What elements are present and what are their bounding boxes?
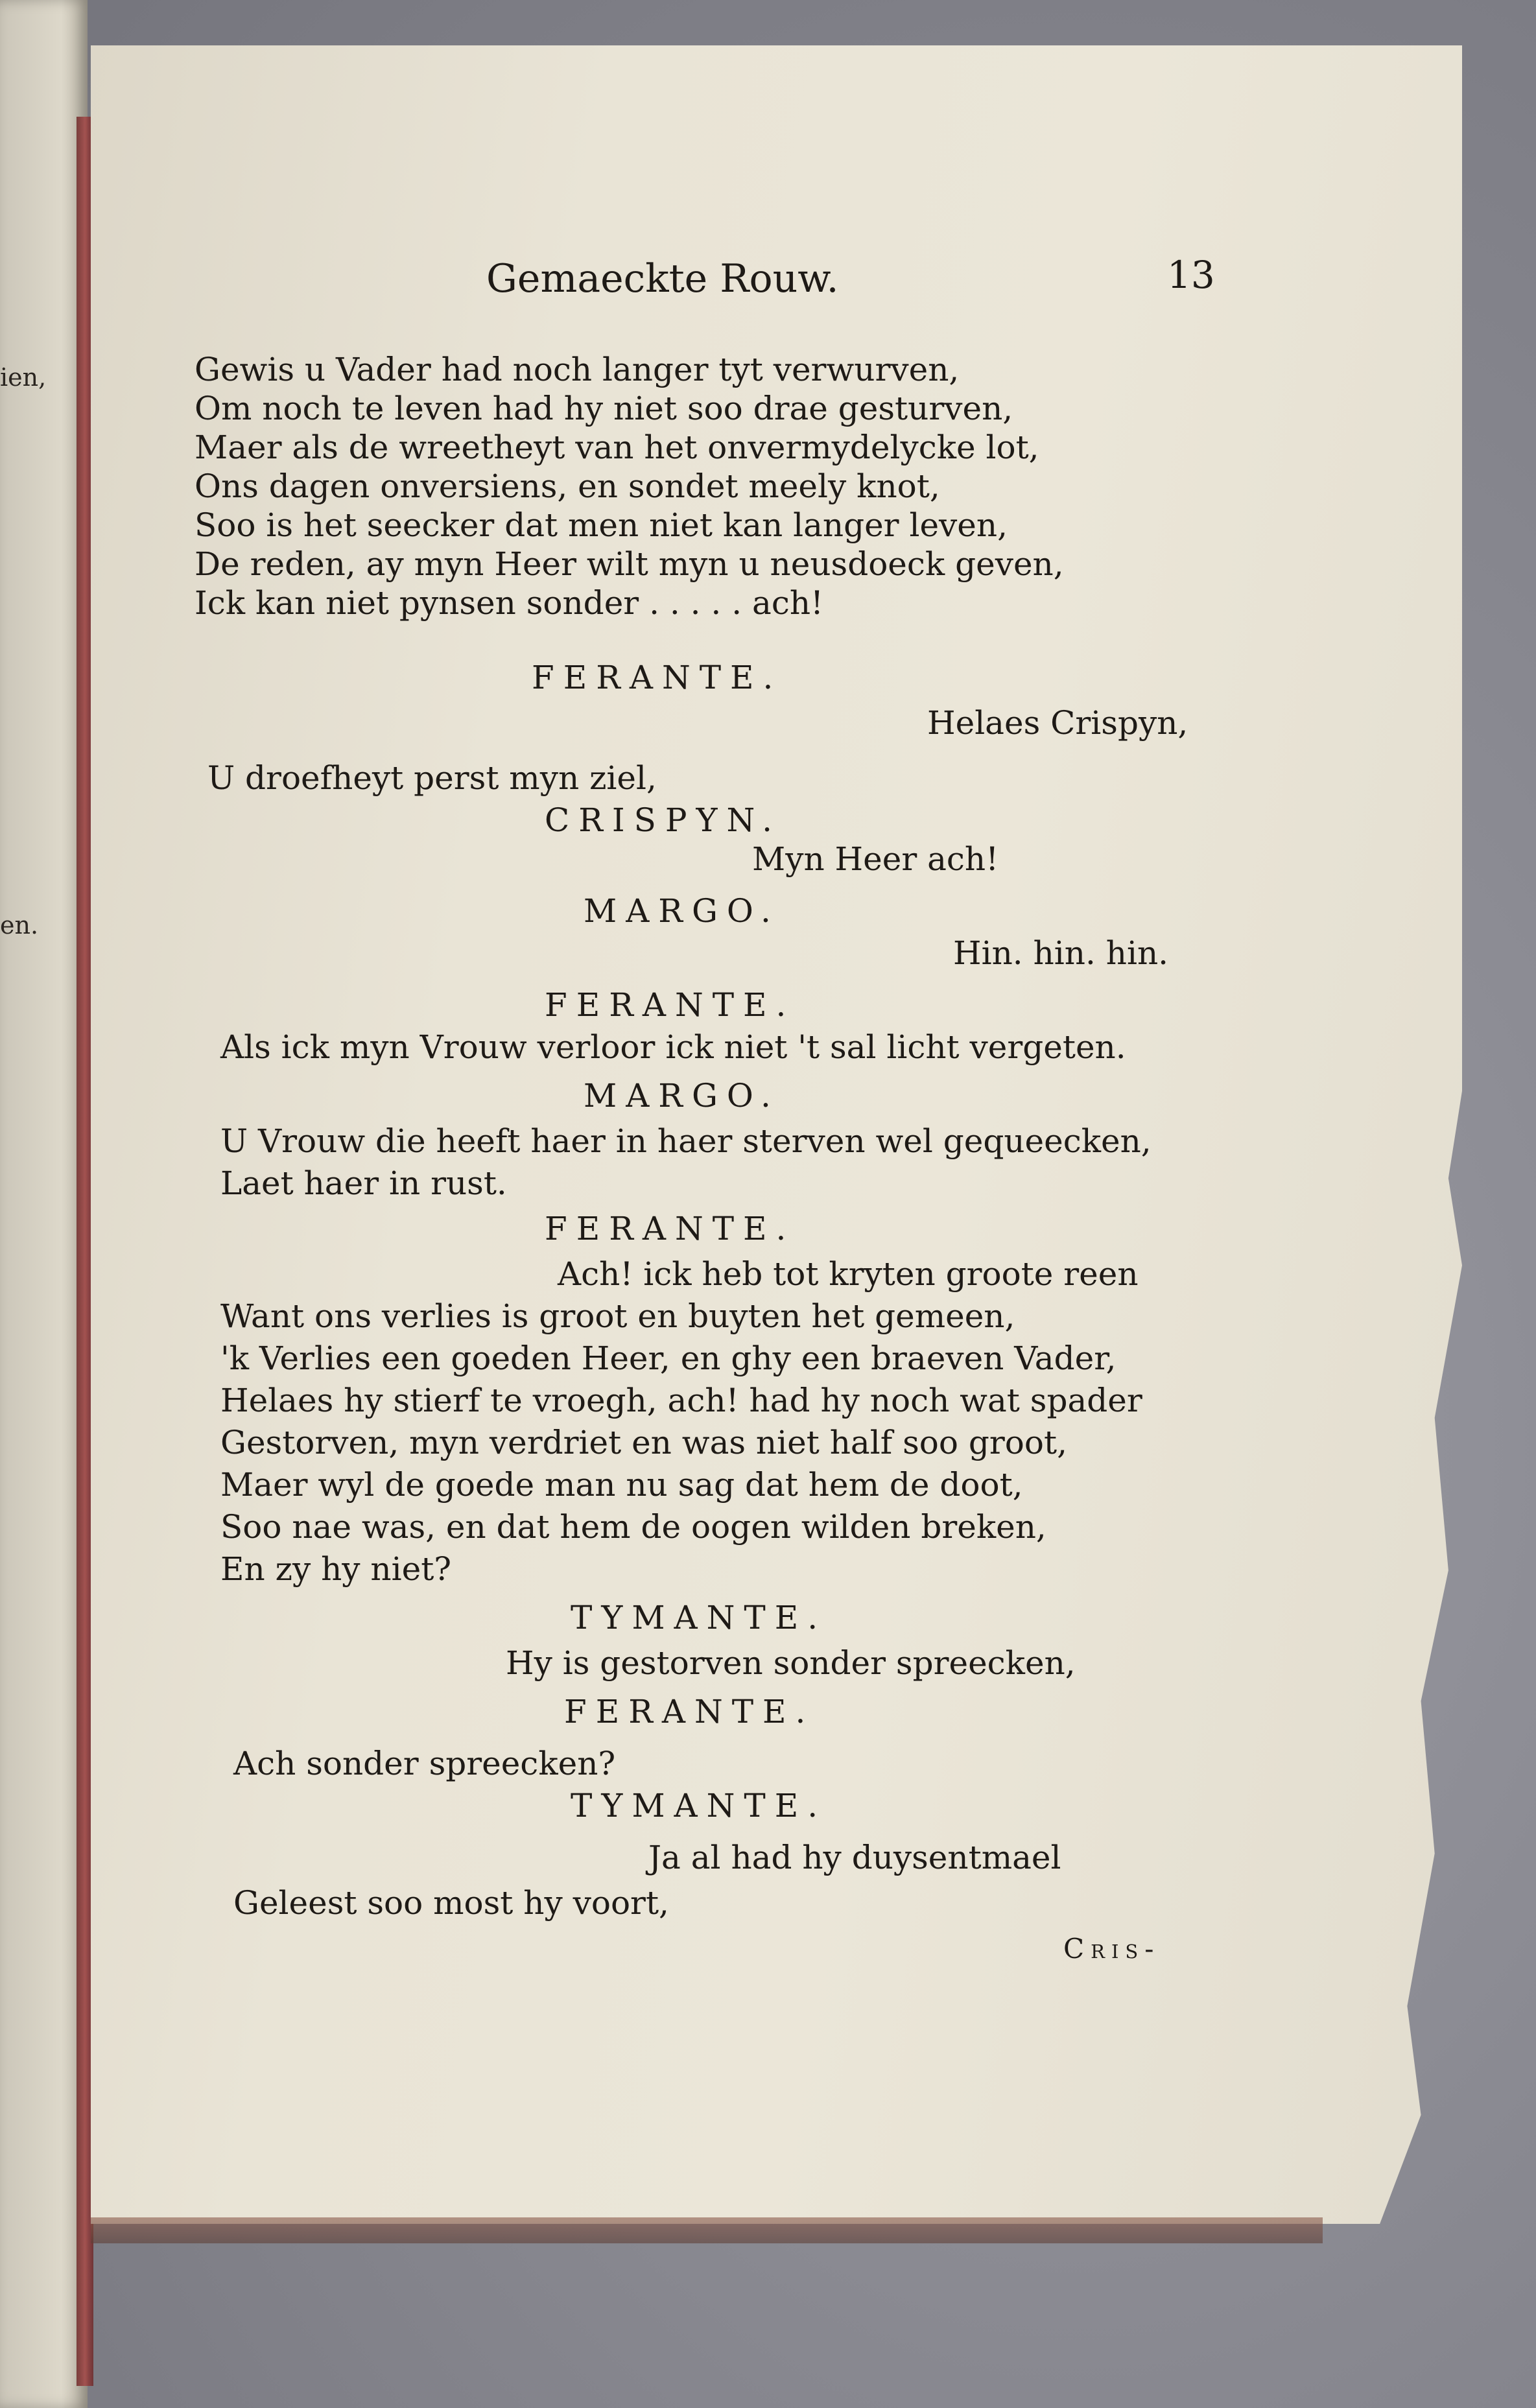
speaker-name: TYMANTE.: [571, 1787, 827, 1824]
verse-line: Ach sonder spreecken?: [233, 1745, 616, 1782]
verse-line: Want ons verlies is groot en buyten het gemeen,: [220, 1297, 1015, 1335]
verse-line: U droefheyt perst myn ziel,: [207, 759, 657, 797]
page-number: 13: [1167, 253, 1215, 297]
speaker-name: FERANTE.: [532, 659, 783, 696]
catchword: Cris-: [1063, 1933, 1161, 1965]
speaker-name: TYMANTE.: [571, 1599, 827, 1636]
page-lower-edge: [91, 2217, 1323, 2243]
verse-line: Gewis u Vader had noch langer tyt verwurven,: [195, 351, 960, 388]
speaker-name: CRISPYN.: [545, 801, 782, 839]
speaker-name: FERANTE.: [545, 986, 796, 1024]
speaker-name: FERANTE.: [564, 1693, 815, 1730]
verse-line: De reden, ay myn Heer wilt myn u neusdoeck geven,: [195, 545, 1064, 583]
speaker-name: MARGO.: [584, 1077, 780, 1115]
verse-line: Soo is het seecker dat men niet kan langer leven,: [195, 506, 1008, 544]
verse-line: Soo nae was, en dat hem de oogen wilden breken,: [220, 1508, 1046, 1546]
verse-line: Maer wyl de goede man nu sag dat hem de doot,: [220, 1466, 1023, 1504]
facing-page-fragment: ien,: [0, 363, 47, 392]
verse-line: Geleest soo most hy voort,: [233, 1884, 669, 1922]
facing-page-edge: [0, 0, 88, 2408]
verse-line: Helaes Crispyn,: [927, 704, 1188, 742]
speaker-name: MARGO.: [584, 892, 780, 930]
verse-line: Hy is gestorven sonder spreecken,: [506, 1644, 1076, 1682]
verse-line: Ick kan niet pynsen sonder . . . . . ach!: [195, 584, 824, 622]
verse-line: Maer als de wreetheyt van het onvermydelycke lot,: [195, 429, 1039, 466]
verse-line: Als ick myn Vrouw verloor ick niet 't sal licht vergeten.: [220, 1028, 1126, 1066]
verse-line: Laet haer in rust.: [220, 1164, 507, 1202]
verse-line: 'k Verlies een goeden Heer, en ghy een braeven Vader,: [220, 1340, 1117, 1377]
verse-line: Gestorven, myn verdriet en was niet half soo groot,: [220, 1424, 1067, 1461]
verse-line: Myn Heer ach!: [752, 840, 999, 878]
verse-line: Ons dagen onversiens, en sondet meely knot,: [195, 467, 940, 505]
verse-line: En zy hy niet?: [220, 1550, 452, 1588]
verse-line: Om noch te leven had hy niet soo drae gesturven,: [195, 390, 1013, 427]
verse-line: Ja al had hy duysentmael: [648, 1839, 1061, 1876]
verse-line: U Vrouw die heeft haer in haer sterven wel gequeecken,: [220, 1122, 1152, 1160]
verse-line: Helaes hy stierf te vroegh, ach! had hy noch wat spader: [220, 1382, 1142, 1419]
verse-line: Ach! ick heb tot kryten groote reen: [558, 1255, 1139, 1293]
running-title: Gemaeckte Rouw.: [486, 256, 839, 301]
verse-line: Hin. hin. hin.: [953, 934, 1169, 972]
facing-page-fragment: en.: [0, 911, 39, 939]
speaker-name: FERANTE.: [545, 1210, 796, 1247]
